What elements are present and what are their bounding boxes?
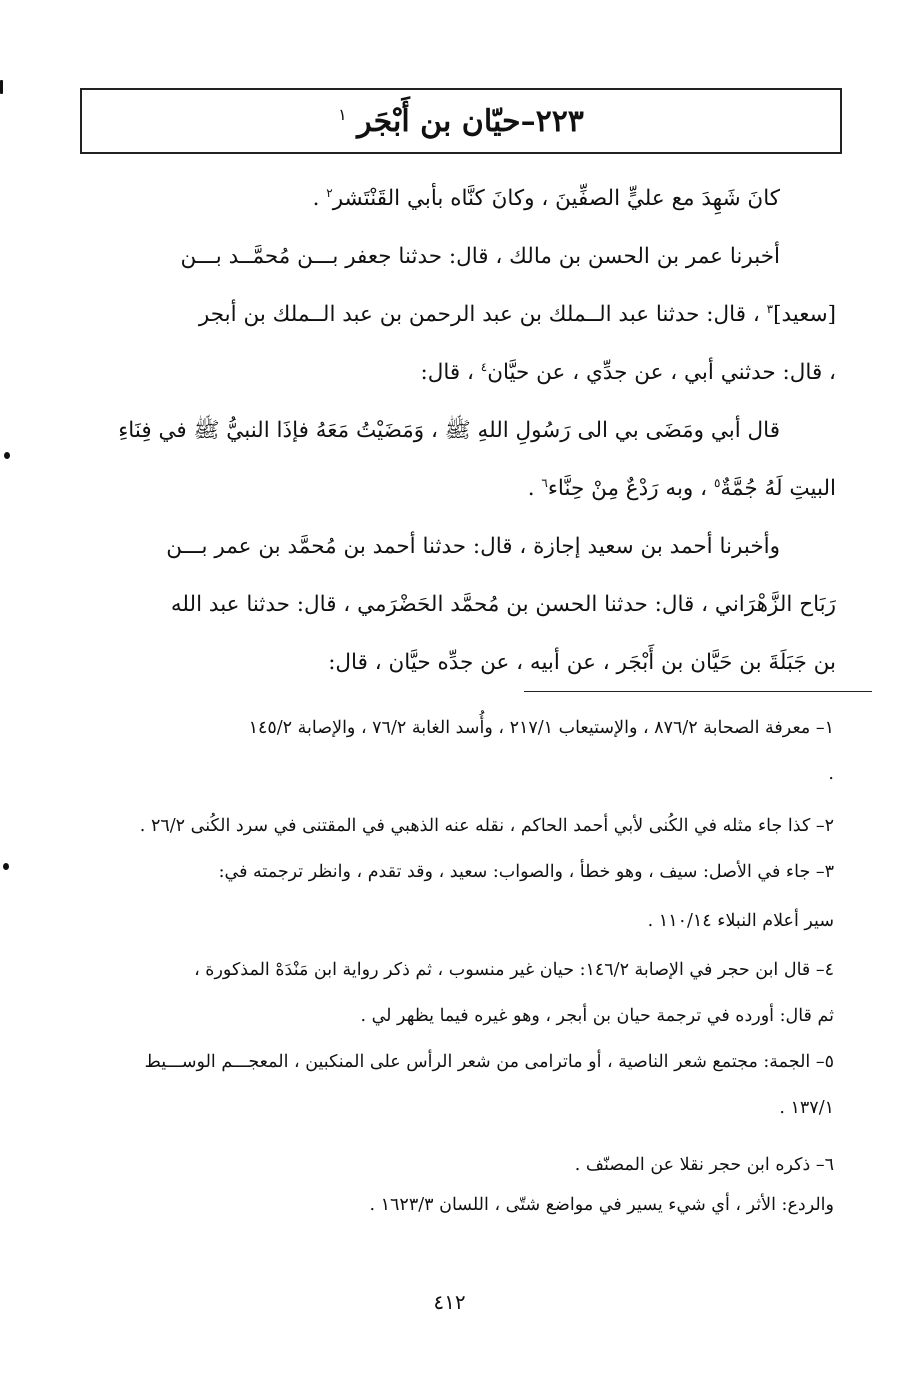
- footnote-line: ٢– كذا جاء مثله في الكُنى لأبي أحمد الحاكم ، نقله عنه الذهبي في المقتنى في سرد الكُنى ٢٦/٢ .: [139, 816, 834, 836]
- footnote-line: .: [828, 764, 834, 784]
- spacer: [80, 1131, 834, 1145]
- footnote-line: ١– معرفة الصحابة ٨٧٦/٢ ، والإستيعاب ٢١٧/١ ، وأُسد الغابة ٧٦/٢ ، والإصابة ١٤٥/٢: [248, 718, 834, 738]
- body-line: [86, 286, 836, 344]
- body-line: قال أبي ومَضَى بي الى رَسُولِ اللهِ ﷺ ، وَمَضَيْتُ مَعَهُ فإذَا النبيُّ ﷺ في فِنَاءِ: [118, 418, 780, 443]
- body-line: [86, 170, 836, 228]
- body-line: أخبرنا عمر بن الحسن بن مالك ، قال: حدثنا جعفر بـــن مُحمَّــد بـــن: [180, 244, 780, 269]
- entry-title: [338, 104, 584, 139]
- scan-mark: [0, 80, 3, 94]
- body-line: رَبَاح الزَّهْرَاني ، قال: حدثنا الحسن بن مُحمَّد الحَضْرَمي ، قال: حدثنا عبد الله: [170, 592, 836, 617]
- body-line: بن جَبَلَةَ بن حَيَّان بن أَبْجَر ، عن أبيه ، عن جدِّه حيَّان ، قال:: [328, 650, 836, 675]
- footnote-line: ١٣٧/١ .: [779, 1098, 834, 1118]
- footnote-ref: ٣: [766, 301, 774, 316]
- body-text-span: [سعيد]: [773, 302, 836, 327]
- body-text-span: ، وبه رَدْعٌ مِنْ حِنَّاء: [547, 476, 714, 501]
- footnotes: [80, 705, 834, 1225]
- title-footnote-ref: ١: [338, 104, 347, 124]
- footnote-ref: ٥: [713, 475, 721, 490]
- footnote-line: والردع: الأثر ، أي شيء يسير في مواضع شتّى ، اللسان ١٦٢٣/٣ .: [369, 1195, 834, 1215]
- footnote-ref: ٤: [480, 359, 488, 374]
- body-line: [86, 460, 836, 518]
- body-text-span: .: [312, 186, 327, 211]
- footnote-separator: [524, 691, 872, 692]
- body-line: [86, 344, 836, 402]
- footnote-line: ٣– جاء في الأصل: سيف ، وهو خطأ ، والصواب: سعيد ، وقد تقدم ، وانظر ترجمته في:: [218, 862, 834, 882]
- footnote-line: ثم قال: أورده في ترجمة حيان بن أبجر ، وهو غيره فيما يظهر لي .: [360, 1006, 834, 1026]
- body-text-span: كانَ شَهِدَ مع عليٍّ الصفِّينَ ، وكانَ كنَّاه بأبي القَنْتَشر: [332, 186, 780, 211]
- scan-mark: [4, 452, 10, 459]
- body-text: [86, 170, 836, 692]
- entry-title-text: ٢٢٣–حيّان بن أَبْجَر: [357, 103, 584, 139]
- footnote-ref: ٢: [326, 185, 333, 200]
- body-text-span: ، قال: حدثني أبي ، عن جدِّي ، عن حيَّان: [487, 360, 836, 385]
- page-number: ٤١٢: [433, 1290, 466, 1314]
- footnote-line: سير أعلام النبلاء ١١٠/١٤ .: [647, 911, 834, 931]
- footnote-line: ٤– قال ابن حجر في الإصابة ١٤٦/٢: حيان غير منسوب ، ثم ذكر رواية ابن مَنْدَهْ المذكورة ،: [194, 960, 834, 980]
- footnote-ref: ٦: [541, 475, 548, 490]
- title-box: [80, 88, 842, 154]
- footnote-line: ٥– الجمة: مجتمع شعر الناصية ، أو ماترامى من شعر الرأس على المنكبين ، المعجـــم الوســـيط: [144, 1052, 834, 1072]
- body-text-span: ، قال:: [420, 360, 481, 385]
- footnote-line: ٦– ذكره ابن حجر نقلا عن المصنّف .: [574, 1155, 834, 1175]
- scan-mark: [3, 863, 9, 870]
- body-text-span: ، قال: حدثنا عبد الــملك بن عبد الرحمن بن عبد الــملك بن أبجر: [198, 302, 767, 327]
- body-text-span: البيتِ لَهُ جُمَّةٌ: [720, 476, 836, 501]
- body-line: وأخبرنا أحمد بن سعيد إجازة ، قال: حدثنا أحمد بن مُحمَّد بن عمر بـــن: [166, 534, 780, 559]
- body-text-span: .: [527, 476, 542, 501]
